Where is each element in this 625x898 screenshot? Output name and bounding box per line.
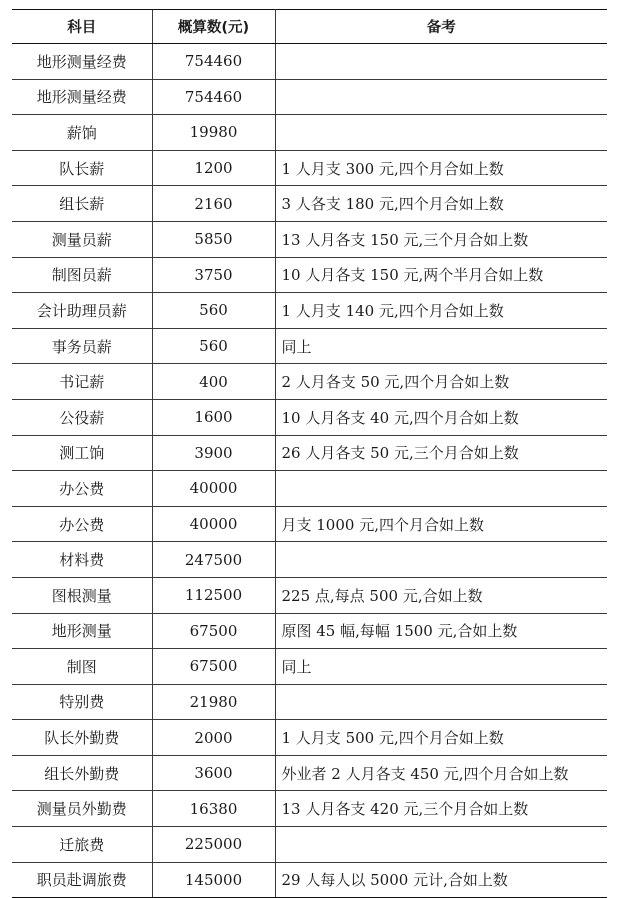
cell-note: 外业者 2 人月各支 450 元,四个月合如上数 [275,755,607,791]
table-row [12,115,607,151]
cell-amount: 3600 [152,755,275,791]
cell-note: 13 人月各支 420 元,三个月合如上数 [275,791,607,827]
cell-note: 10 人月各支 150 元,两个半月合如上数 [275,257,607,293]
table-row [12,471,607,507]
cell-amount: 754460 [152,79,275,115]
cell-amount: 5850 [152,221,275,257]
cell-note: 2 人月各支 50 元,四个月合如上数 [275,364,607,400]
table-row [12,221,607,257]
table-row [12,293,607,329]
cell-amount: 145000 [152,862,275,898]
cell-amount: 247500 [152,542,275,578]
cell-subject: 测量员外勤费 [12,791,152,827]
cell-note [275,44,607,80]
cell-amount: 21980 [152,684,275,720]
table-row [12,506,607,542]
header-subject: 科目 [12,10,152,44]
cell-amount: 1600 [152,399,275,435]
cell-amount: 560 [152,293,275,329]
cell-note: 3 人各支 180 元,四个月合如上数 [275,186,607,222]
cell-note [275,79,607,115]
cell-subject: 制图 [12,649,152,685]
cell-note [275,471,607,507]
cell-subject: 制图员薪 [12,257,152,293]
cell-subject: 测量员薪 [12,221,152,257]
cell-subject: 迁旅费 [12,827,152,863]
cell-subject: 办公费 [12,471,152,507]
table-row [12,791,607,827]
table-row [12,862,607,898]
cell-amount: 112500 [152,577,275,613]
table-row [12,364,607,400]
cell-note: 13 人月各支 150 元,三个月合如上数 [275,221,607,257]
cell-note [275,827,607,863]
table-row [12,186,607,222]
cell-subject: 事务员薪 [12,328,152,364]
header-amount: 概算数(元) [152,10,275,44]
cell-subject: 地形测量经费 [12,79,152,115]
cell-subject: 特别费 [12,684,152,720]
cell-subject: 公役薪 [12,399,152,435]
table-row [12,79,607,115]
table-row [12,577,607,613]
header-note: 备考 [275,10,607,44]
cell-subject: 组长薪 [12,186,152,222]
cell-note: 10 人月各支 40 元,四个月合如上数 [275,399,607,435]
cell-amount: 400 [152,364,275,400]
table-row [12,827,607,863]
cell-subject: 测工饷 [12,435,152,471]
table-body [12,44,607,898]
cell-note: 月支 1000 元,四个月合如上数 [275,506,607,542]
cell-subject: 薪饷 [12,115,152,151]
cell-note [275,542,607,578]
cell-note: 26 人月各支 50 元,三个月合如上数 [275,435,607,471]
cell-subject: 组长外勤费 [12,755,152,791]
table-row [12,328,607,364]
cell-note: 1 人月支 500 元,四个月合如上数 [275,720,607,756]
cell-note: 1 人月支 140 元,四个月合如上数 [275,293,607,329]
cell-note: 29 人每人以 5000 元计,合如上数 [275,862,607,898]
cell-subject: 职员赴调旅费 [12,862,152,898]
table-header [12,10,607,44]
cell-amount: 2000 [152,720,275,756]
cell-amount: 40000 [152,471,275,507]
cell-subject: 图根测量 [12,577,152,613]
table-row [12,399,607,435]
cell-subject: 队长外勤费 [12,720,152,756]
cell-note: 同上 [275,649,607,685]
cell-amount: 67500 [152,649,275,685]
table-row [12,44,607,80]
cell-note: 原图 45 幅,每幅 1500 元,合如上数 [275,613,607,649]
cell-amount: 3750 [152,257,275,293]
table-row [12,755,607,791]
cell-amount: 16380 [152,791,275,827]
cell-subject: 办公费 [12,506,152,542]
cell-subject: 书记薪 [12,364,152,400]
cell-note [275,115,607,151]
table-row [12,613,607,649]
header-row [12,10,607,44]
cell-amount: 754460 [152,44,275,80]
cell-amount: 560 [152,328,275,364]
cell-amount: 19980 [152,115,275,151]
table-row [12,150,607,186]
cell-amount: 67500 [152,613,275,649]
cell-subject: 地形测量 [12,613,152,649]
cell-note [275,684,607,720]
cell-subject: 地形测量经费 [12,44,152,80]
budget-table [12,9,607,898]
cell-amount: 2160 [152,186,275,222]
cell-note: 1 人月支 300 元,四个月合如上数 [275,150,607,186]
table-row [12,542,607,578]
cell-subject: 会计助理员薪 [12,293,152,329]
cell-subject: 材料费 [12,542,152,578]
cell-note: 同上 [275,328,607,364]
table-row [12,649,607,685]
cell-amount: 40000 [152,506,275,542]
cell-amount: 3900 [152,435,275,471]
cell-subject: 队长薪 [12,150,152,186]
table-row [12,684,607,720]
cell-amount: 1200 [152,150,275,186]
cell-amount: 225000 [152,827,275,863]
cell-note: 225 点,每点 500 元,合如上数 [275,577,607,613]
table-row [12,435,607,471]
table-row [12,720,607,756]
table-row [12,257,607,293]
